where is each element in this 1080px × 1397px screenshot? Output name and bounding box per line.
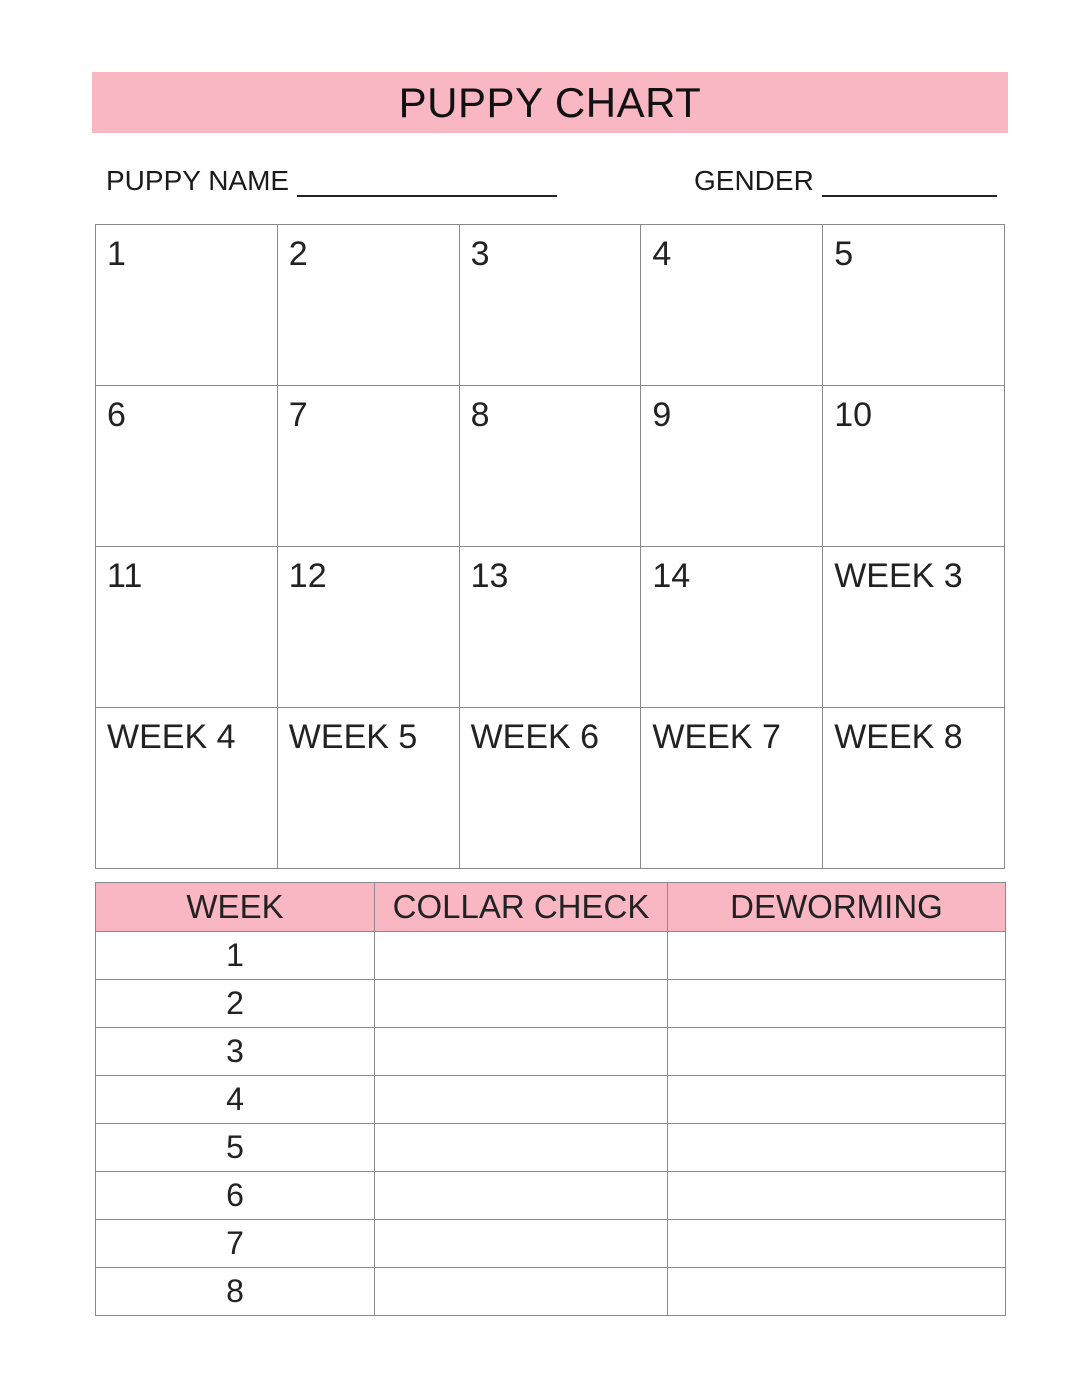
calendar-cell[interactable] [459,547,641,708]
cell-label: 7 [288,396,308,434]
calendar-row [96,225,1005,386]
cell-label: WEEK 7 [652,718,781,756]
table-row [96,1172,1006,1220]
weekly-care-table [95,882,1006,1316]
week-number: 3 [96,1028,375,1076]
cell-label: 2 [288,235,308,273]
calendar-cell[interactable] [641,225,823,386]
week-number: 1 [96,932,375,980]
cell-label: WEEK 3 [834,557,963,595]
collar-check-cell[interactable] [375,1028,668,1076]
cell-label: 11 [107,557,143,595]
deworming-cell[interactable] [668,1268,1006,1316]
cell-label: WEEK 5 [288,718,418,756]
cell-label: 14 [652,557,691,595]
calendar-cell[interactable] [96,708,278,869]
calendar-row [96,547,1005,708]
calendar-cell[interactable] [641,547,823,708]
calendar-cell[interactable] [641,386,823,547]
table-header-row [96,883,1006,932]
cell-label: 4 [652,235,672,273]
cell-label: 10 [834,396,873,434]
table-row [96,1124,1006,1172]
header-collar-check: COLLAR CHECK [375,883,668,932]
calendar-cell[interactable] [459,386,641,547]
week-number: 5 [96,1124,375,1172]
calendar-cell[interactable] [277,708,459,869]
collar-check-cell[interactable] [375,1172,668,1220]
puppy-name-field[interactable] [106,163,557,197]
puppy-name-label: PUPPY NAME [106,165,290,196]
calendar-cell[interactable] [823,225,1005,386]
cell-label: 3 [470,235,490,273]
collar-check-cell[interactable] [375,1124,668,1172]
deworming-cell[interactable] [668,1124,1006,1172]
header-deworming: DEWORMING [668,883,1006,932]
cell-label: 12 [288,557,327,595]
table-row [96,1268,1006,1316]
cell-label: 8 [470,396,490,434]
gender-blank[interactable] [822,163,997,197]
collar-check-cell[interactable] [375,1076,668,1124]
calendar-cell[interactable] [96,547,278,708]
calendar-row [96,386,1005,547]
title-banner [92,72,1008,133]
collar-check-cell[interactable] [375,980,668,1028]
cell-label: WEEK 8 [834,718,963,756]
table-row [96,932,1006,980]
collar-check-cell[interactable] [375,1220,668,1268]
calendar-cell[interactable] [823,708,1005,869]
calendar-cell[interactable] [277,225,459,386]
cell-label: WEEK 4 [107,718,236,756]
week-number: 7 [96,1220,375,1268]
cell-label: 13 [470,557,509,595]
table-row [96,1076,1006,1124]
calendar-cell[interactable] [96,386,278,547]
table-row [96,1220,1006,1268]
cell-label: WEEK 6 [470,718,600,756]
puppy-name-blank[interactable] [297,163,557,197]
collar-check-cell[interactable] [375,932,668,980]
cell-label: 1 [107,235,126,273]
page-title: PUPPY CHART [398,78,702,126]
calendar-cell[interactable] [823,386,1005,547]
table-row [96,980,1006,1028]
gender-field[interactable] [694,163,997,197]
deworming-cell[interactable] [668,1172,1006,1220]
calendar-cell[interactable] [277,547,459,708]
deworming-cell[interactable] [668,932,1006,980]
calendar-cell[interactable] [641,708,823,869]
cell-label: 5 [834,235,854,273]
calendar-cell[interactable] [459,225,641,386]
week-number: 6 [96,1172,375,1220]
calendar-cell[interactable] [96,225,278,386]
week-number: 4 [96,1076,375,1124]
day-calendar-grid [95,224,1005,869]
deworming-cell[interactable] [668,1220,1006,1268]
calendar-cell[interactable] [459,708,641,869]
deworming-cell[interactable] [668,980,1006,1028]
cell-label: 6 [107,396,126,434]
calendar-row [96,708,1005,869]
header-week: WEEK [96,883,375,932]
collar-check-cell[interactable] [375,1268,668,1316]
calendar-cell[interactable] [823,547,1005,708]
deworming-cell[interactable] [668,1076,1006,1124]
calendar-cell[interactable] [277,386,459,547]
table-row [96,1028,1006,1076]
cell-label: 9 [652,396,672,434]
deworming-cell[interactable] [668,1028,1006,1076]
week-number: 2 [96,980,375,1028]
week-number: 8 [96,1268,375,1316]
gender-label: GENDER [694,165,814,196]
